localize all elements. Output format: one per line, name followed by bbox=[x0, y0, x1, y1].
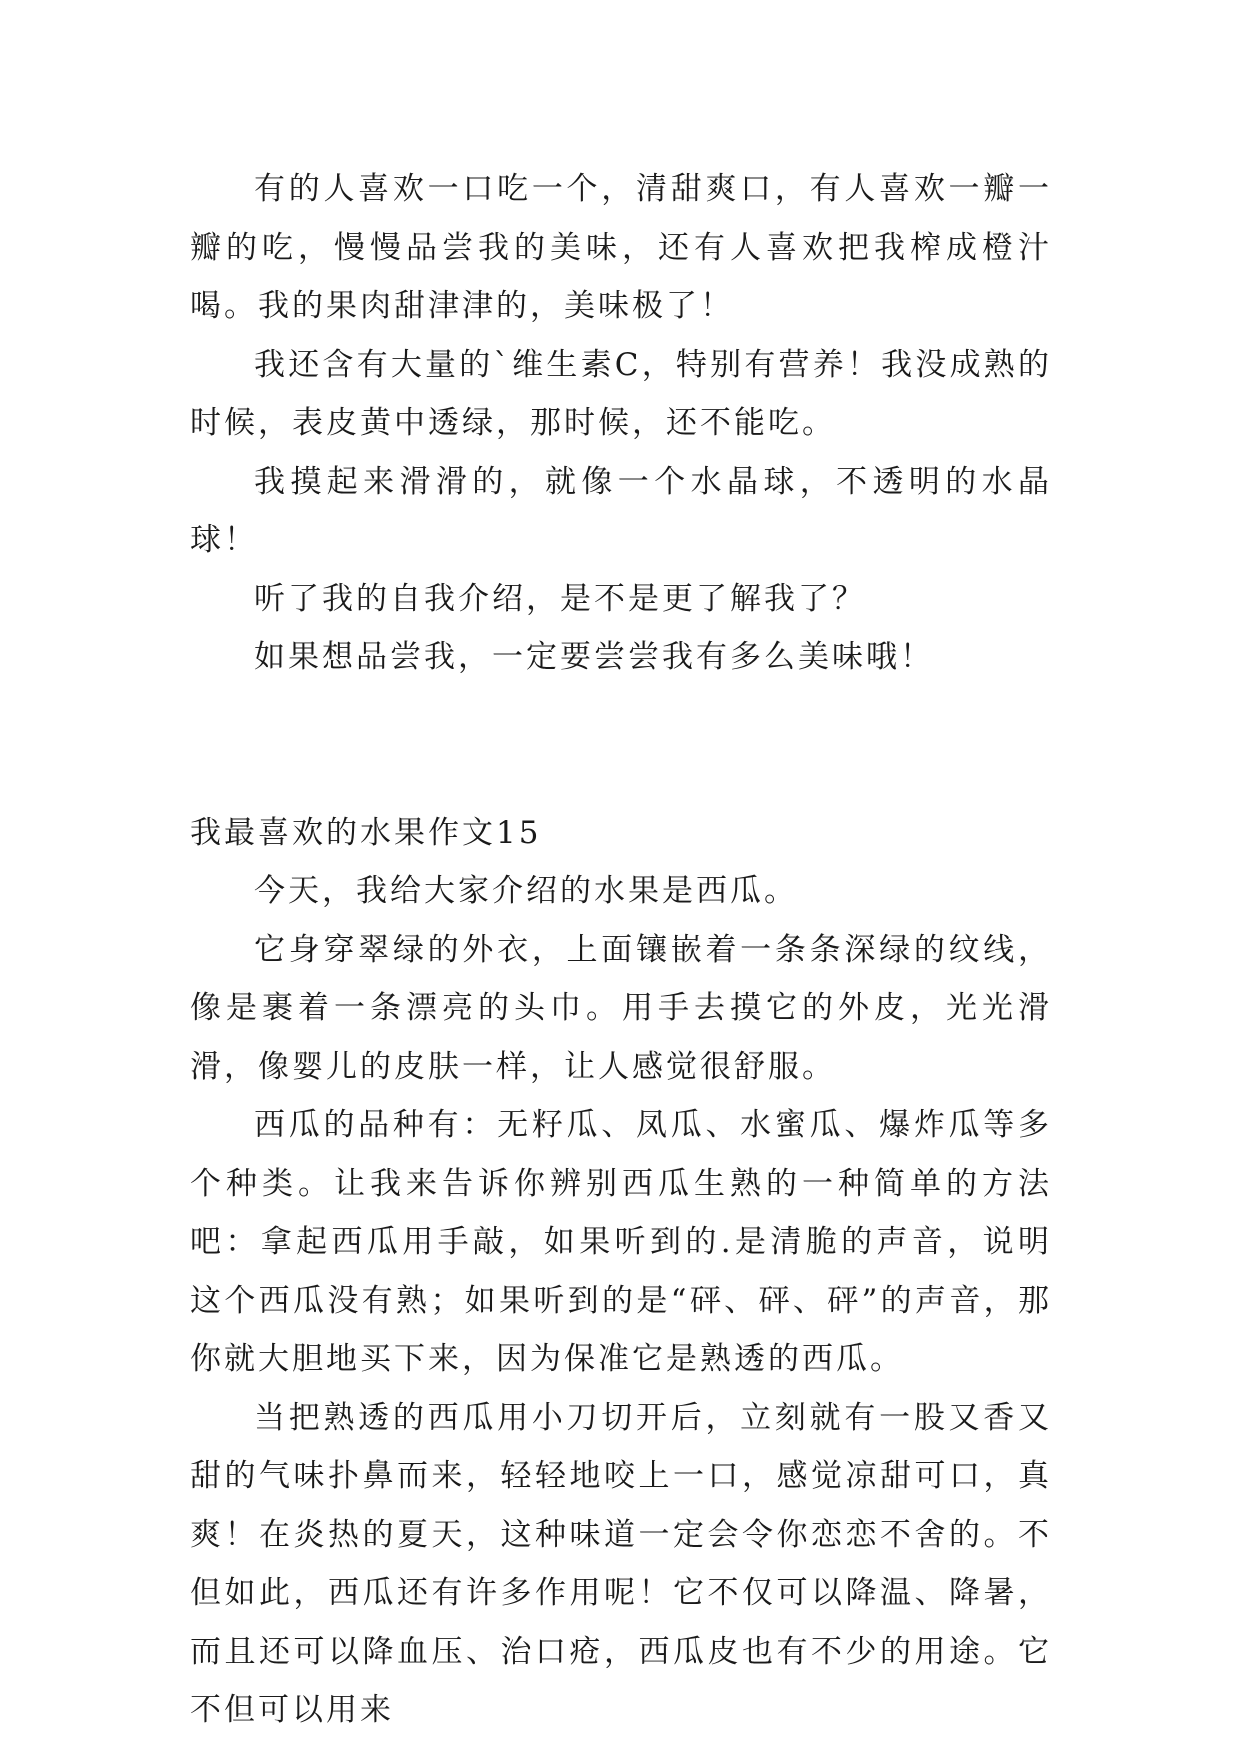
paragraph-orange-intro: 听了我的自我介绍，是不是更了解我了？ bbox=[254, 580, 866, 617]
paragraph-watermelon-look: 它身穿翠绿的外衣，上面镶嵌着一条条深绿的纹线，像是裹着一条漂亮的头巾。用手去摸它的外皮，光光滑滑，像婴儿的皮肤一样，让人感觉很舒服。 bbox=[190, 931, 1052, 1085]
paragraph-orange-eating: 有的人喜欢一口吃一个，清甜爽口，有人喜欢一瓣一瓣的吃，慢慢品尝我的美味，还有人喜欢把我榨成橙汁喝。我的果肉甜津津的，美味极了！ bbox=[190, 171, 1052, 324]
paragraph-watermelon-varieties: 西瓜的品种有：无籽瓜、凤瓜、水蜜瓜、爆炸瓜等多个种类。让我来告诉你辨别西瓜生熟的一种简单的方法吧：拿起西瓜用手敲，如果听到的.是清脆的声音，说明这个西瓜没有熟；如果听到的是“砰、砰、砰”的声音，那你就大胆地买下来，因为保准它是熟透的西瓜。 bbox=[190, 1107, 1052, 1377]
paragraph-watermelon-taste: 当把熟透的西瓜用小刀切开后，立刻就有一股又香又甜的气味扑鼻而来，轻轻地咬上一口，感觉凉甜可口，真爽！在炎热的夏天，这种味道一定会令你恋恋不舍的。不但如此，西瓜还有许多作用呢！它不仅可以降温、降暑，而且还可以降血压、治口疮，西瓜皮也有不少的用途。它不但可以用来 bbox=[190, 1399, 1052, 1728]
section-spacer bbox=[190, 687, 1052, 804]
paragraph-orange-vitamin: 我还含有大量的`维生素C，特别有营养！我没成熟的时候，表皮黄中透绿，那时候，还不能吃。 bbox=[190, 346, 1052, 441]
paragraph-watermelon-intro: 今天，我给大家介绍的水果是西瓜。 bbox=[254, 873, 798, 909]
document-body bbox=[190, 160, 1052, 1740]
paragraph-orange-touch: 我摸起来滑滑的，就像一个水晶球，不透明的水晶球！ bbox=[190, 463, 1052, 558]
section-title: 我最喜欢的水果作文15 bbox=[190, 814, 542, 851]
paragraph-orange-taste: 如果想品尝我，一定要尝尝我有多么美味哦！ bbox=[254, 639, 934, 675]
